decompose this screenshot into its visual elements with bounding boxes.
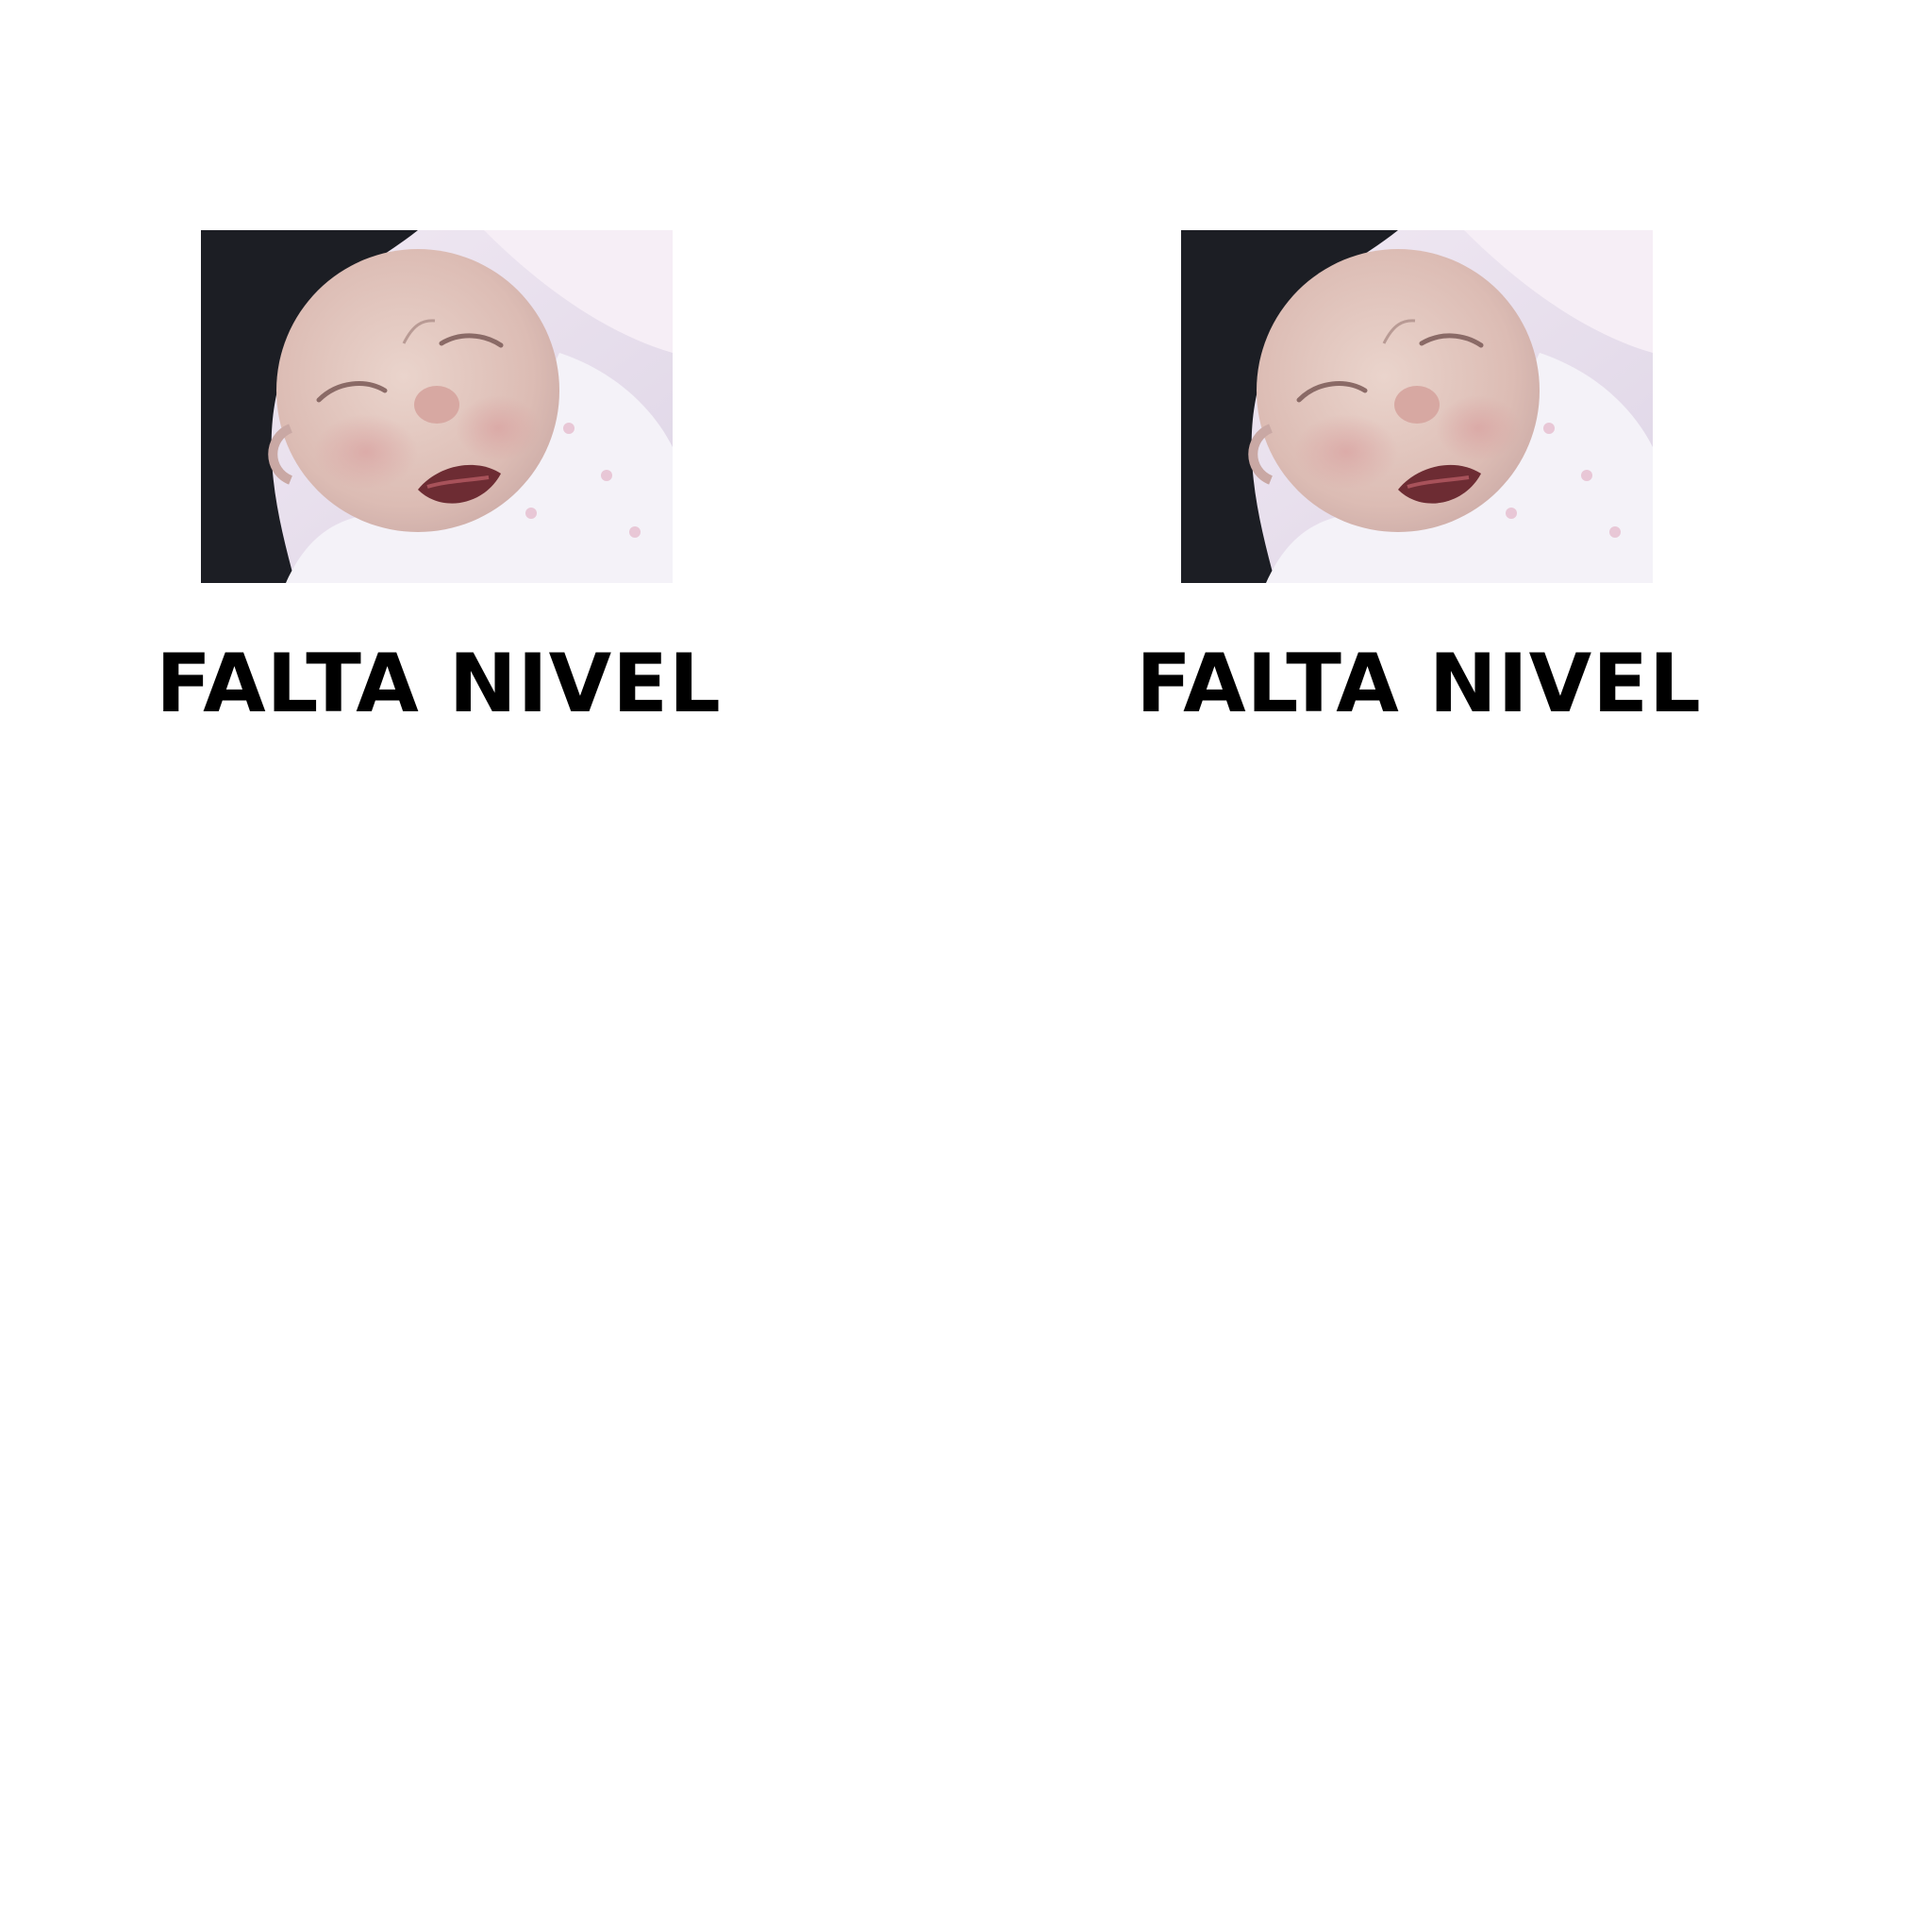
crying-baby-illustration [1181,230,1653,583]
crying-baby-photo [201,230,673,583]
crying-baby-photo [1181,230,1653,583]
meme-panel-right [1098,230,1740,758]
crying-baby-illustration [201,230,673,583]
meme-caption: FALTA NIVEL [1136,637,1702,731]
meme-panel-left [118,230,759,758]
meme-caption: FALTA NIVEL [156,637,722,731]
